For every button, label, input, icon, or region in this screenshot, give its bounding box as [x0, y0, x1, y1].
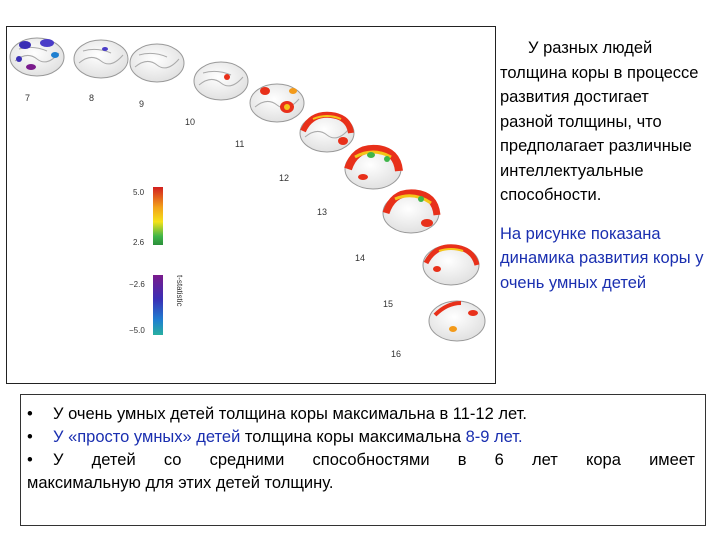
age-label: 16: [391, 349, 402, 359]
bullet-text: У детей со средними способностями в 6 лет кора имеет: [53, 451, 695, 469]
side-paragraph-main: У разных людей толщина коры в процессе развития достигает разной толщины, что предполагает различные интеллектуальные способности.: [500, 39, 699, 204]
scale-tick: 5.0: [133, 188, 145, 197]
brain-age-12: [300, 114, 354, 152]
scale-tick: 2.6: [133, 238, 145, 247]
conclusions-box: [20, 394, 706, 526]
brain-age-13: [345, 149, 401, 189]
brain-age-15: [423, 245, 479, 285]
color-scale-positive: [153, 187, 163, 245]
age-label: 14: [355, 253, 366, 263]
bullet-text-highlight: У «просто умных» детей: [53, 428, 241, 446]
scale-tick: −2.6: [129, 280, 145, 289]
bullet-text: У очень умных детей толщина коры максимальна в 11-12 лет.: [53, 405, 527, 423]
age-label: 12: [279, 173, 290, 183]
brain-series-graphic: [7, 27, 495, 383]
brain-age-10: [194, 62, 248, 100]
age-label: 8: [89, 93, 95, 103]
age-label: 10: [185, 117, 196, 127]
age-label: 13: [317, 207, 328, 217]
brain-age-11: [250, 84, 304, 122]
bullet-text: толщина коры максимальна: [240, 428, 466, 446]
scale-tick: −5.0: [129, 326, 145, 335]
bullet-list: [21, 395, 705, 495]
brain-age-7: [10, 38, 64, 76]
bullet-dot: •: [27, 405, 33, 423]
age-label: 9: [139, 99, 145, 109]
bullet-dot: •: [27, 451, 33, 469]
bullet-item: [27, 449, 695, 472]
bullet-text-highlight: 8-9 лет.: [465, 428, 523, 446]
brain-age-9: [130, 44, 184, 82]
color-scale-negative: [153, 275, 163, 335]
brain-age-16: [429, 301, 485, 341]
age-label: 11: [235, 139, 245, 149]
bullet-item: [27, 403, 695, 426]
brain-development-figure: [6, 26, 496, 384]
bullet-dot: •: [27, 428, 33, 446]
age-label: 7: [25, 93, 31, 103]
bullet-continuation: максимальную для этих детей толщину.: [27, 474, 334, 492]
bullet-item: [27, 426, 695, 449]
age-label: 15: [383, 299, 394, 309]
side-description: [500, 36, 705, 295]
scale-axis-label: t-statistic: [175, 275, 184, 307]
side-paragraph-caption: На рисунке показана динамика развития коры у очень умных детей: [500, 224, 704, 292]
brain-age-8: [74, 40, 128, 78]
brain-age-14: [383, 193, 439, 233]
